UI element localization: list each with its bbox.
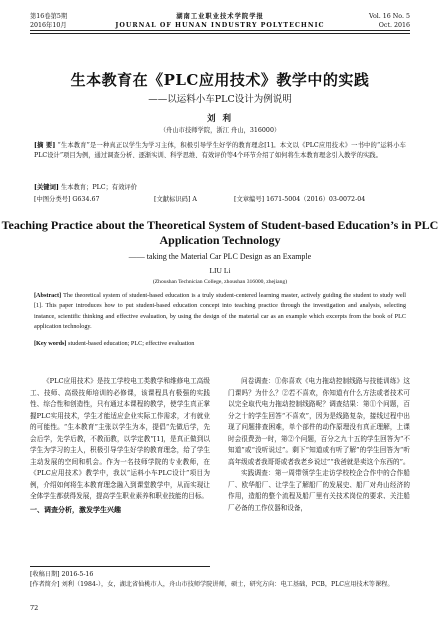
author-affiliation: （舟山市技师学院，浙江 舟山，316000） (159, 127, 281, 134)
body-left-column (30, 376, 210, 515)
author-name: 刘 利 (207, 114, 233, 124)
footnote-received: [收稿日期] 2016-5-16 (30, 571, 94, 578)
keywords-label: [关键词] (34, 184, 59, 191)
abstract-label: [摘 要] (34, 142, 56, 149)
english-title: Teaching Practice about the Theoretical System of Student-based Education’s in PLC Application Technology (1, 218, 439, 247)
abstract-en-text: The theoretical system of student-based education is a truly student-centered learning master, actively guiding the student to study well [1]. This paper introduces how to put student-based education concept into teaching practice through the investigation and analysis, selecting instance, scientific thinking and effective evaluation, by using the design of the material car as an example which excerpts from the book of PLC application technology. (34, 292, 407, 330)
footnote-rule (30, 566, 210, 567)
body-paragraph: 实践调查：第一周带领学生走访学校校企合作中的合作船厂、欧华船厂、让学生了解船厂的发展史、船厂对舟山经济的作用，造船的整个流程及船厂里有关技术岗位的要求、关注船厂必备的工作仪器和设备， (228, 469, 410, 512)
header-rule-thick (30, 30, 410, 31)
page-number: 72 (30, 604, 39, 612)
keywords-en-text: student-based education; PLC; effective evaluation (68, 340, 195, 347)
keywords-en-label: [Key words] (34, 340, 67, 347)
english-subtitle: —— taking the Material Car PLC Design as an Example (128, 252, 312, 261)
english-affiliation: (Zhoushan Technician College, zhoushan 316000, zhejiang) (152, 279, 288, 285)
english-author: LIU Li (209, 266, 231, 275)
issue-info: 第16卷第5期 2016年10月 (30, 13, 68, 29)
article-id: [文章编号] 1671-5004（2016）03-0072-04 (234, 196, 366, 203)
abstract-en (34, 291, 406, 332)
body-right-column (228, 376, 410, 514)
abstract-text: “生本教育”是一种真正以学生为学习主体，积极引导学生好学的教育理念[1]。本文以《PLC应用技术》一书中的“运料小车PLC设计”项目为例，通过调查分析、逐渐实训、科学思维、有效评价等4个环节介绍了如何将生本教育理念引入教学的实践。 (34, 142, 406, 160)
body-paragraph: 问卷调查：①你喜欢《电力拖动控制线路与技能训练》这门课吗？为什么？②若不喜欢，你知道有什么方法或者技术可以完全取代电力拖动控制线路呢？调查结果：第①个问题，百分之十的学生回答“不喜欢”，因为是线路复杂，接线过程中出现了问题排查困难，单个部件的动作原理没有真正理解，上课时会很费劲一时，第②个问题，百分之九十五的学生回答为“不知道”或“没听说过”。剩下“知道或有听了解”的学生回答为“听高年级或者我哥哥或者我老乡说过”“我爸就是卖这个东西的”。 (228, 377, 410, 466)
abstract-cn (34, 141, 406, 162)
journal-name: 湖南工业职业技术学院学报 JOURNAL OF HUNAN INDUSTRY POLYTECHNIC (115, 13, 325, 29)
keywords-text: 生本教育；PLC；有效评价 (60, 184, 138, 191)
section-heading: 一、调查分析，激发学生兴趣 (30, 504, 121, 514)
keywords-en (34, 340, 406, 347)
volume-info: Vol. 16 No. 5 Oct. 2016 (369, 13, 410, 29)
doc-code: [文献标识码] A (154, 196, 197, 203)
header-rule-thin (30, 33, 410, 34)
abstract-en-label: [Abstract] (34, 292, 62, 299)
body-paragraph: 《PLC应用技术》是技工学校电工类教学和维修电工高级工、技师、高级技师培训的必修课，该课程具有极强的实践性、综合性和创造性，只有通过本课程的教学，使学生真正掌握PLC实用技术，学生才能适应企业实际工作需求，才有就业的可能性。“生本教育”主张以学生为本，提倡“先做后学，先会后学，先学后教，不教而教，以学定教”[1]，是真正做到以学生为学习的主人，积极引导学生好学的教育理念，给了学生主动发展的空间和机会。作为一名技师学院的专业教师，在《PLC应用技术》教学中，我以“运料小车PLC设计”项目为例，介绍如何将生本教育理念融入到课堂教学中，从而实现让全体学生都获得发展，提高学生职业素养和职业技能的目标。 (30, 377, 210, 500)
paper-title: 生本教育在《PLC应用技术》教学中的实践 (70, 71, 370, 89)
clc-number: [中图分类号] G634.67 (34, 196, 100, 203)
keywords-cn (34, 182, 406, 191)
paper-subtitle: ——以运料小车PLC设计为例说明 (148, 94, 292, 105)
footnote-author-bio: [作者简介] 刘利（1984-），女，湖北省仙桃市人，舟山市技师学院讲师，硕士，研究方向：电工基础，PCB，PLC应用技术等课程。 (30, 581, 394, 588)
